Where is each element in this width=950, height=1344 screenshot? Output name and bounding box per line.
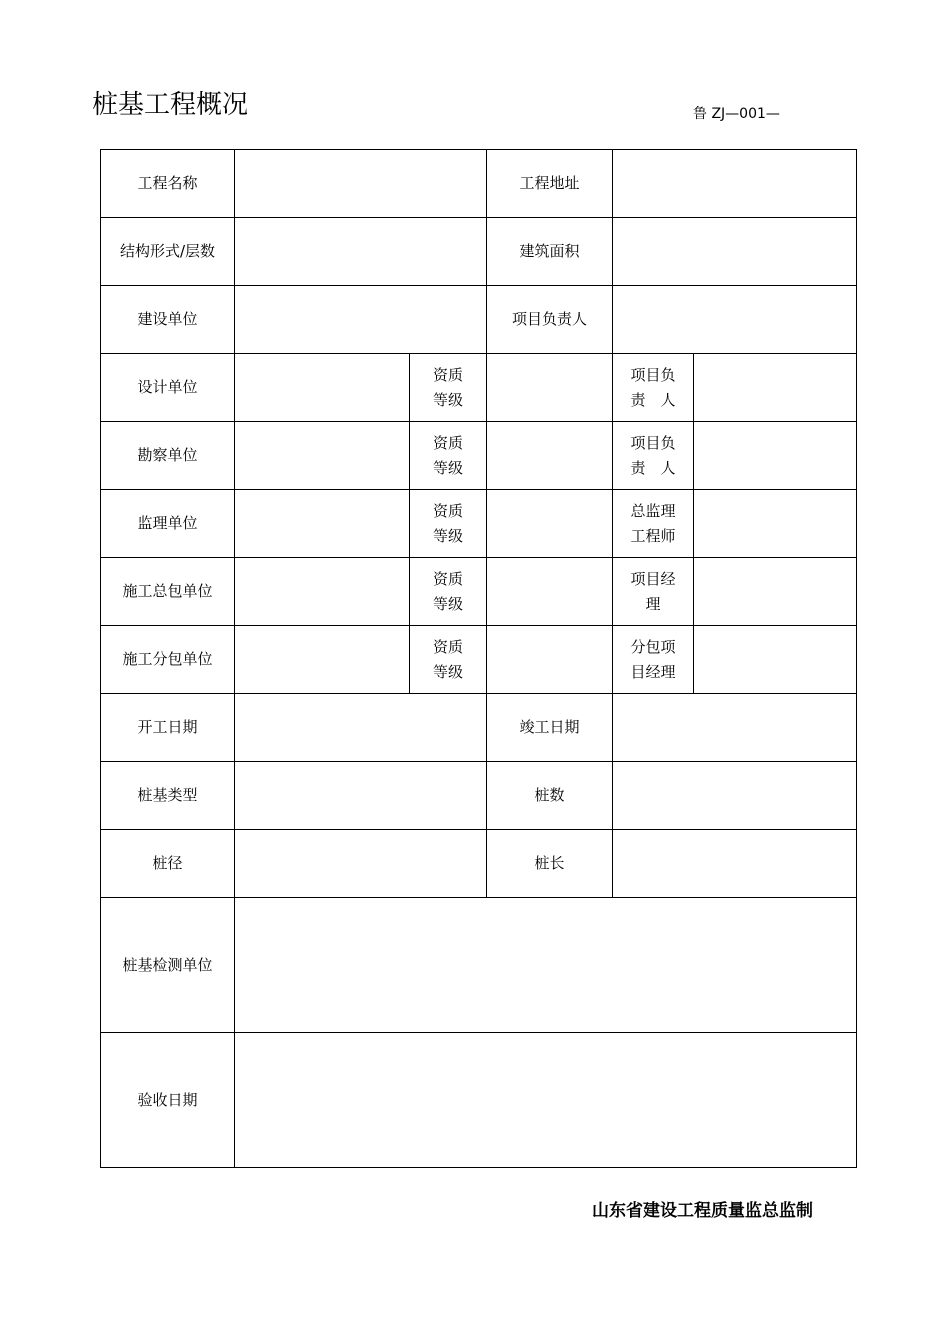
gc-pm-label-line2: 理 [645, 594, 661, 613]
qualification-label-line1: 资质 [432, 569, 463, 588]
row-dates [101, 694, 857, 762]
supervision-qualification-field[interactable] [487, 490, 613, 558]
pile-length-field[interactable] [613, 830, 857, 898]
structure-field[interactable] [235, 218, 487, 286]
design-qualification-label [410, 354, 487, 422]
owner-manager-field[interactable] [613, 286, 857, 354]
row-acceptance-date [101, 1033, 857, 1168]
manager-label-line2: 责 人 [630, 390, 676, 409]
project-address-label: 工程地址 [487, 150, 613, 218]
acceptance-date-field[interactable] [235, 1033, 857, 1168]
supervision-qualification-label [410, 490, 487, 558]
owner-unit-field[interactable] [235, 286, 487, 354]
acceptance-date-label: 验收日期 [101, 1033, 235, 1168]
owner-manager-label: 项目负责人 [487, 286, 613, 354]
completion-date-label: 竣工日期 [487, 694, 613, 762]
qualification-label-line1: 资质 [432, 365, 463, 384]
issuer-footer: 山东省建设工程质量监总监制 [592, 1201, 813, 1221]
survey-unit-label: 勘察单位 [101, 422, 235, 490]
form-code: 鲁 ZJ—001— [693, 106, 780, 122]
gc-pm-label-line1: 项目经 [630, 569, 676, 588]
row-project-name [101, 150, 857, 218]
survey-manager-field[interactable] [694, 422, 857, 490]
start-date-field[interactable] [235, 694, 487, 762]
pile-diameter-label: 桩径 [101, 830, 235, 898]
chief-label-line2: 工程师 [630, 526, 676, 545]
chief-label-line1: 总监理 [630, 501, 676, 520]
row-survey [101, 422, 857, 490]
design-unit-field[interactable] [235, 354, 410, 422]
pile-type-field[interactable] [235, 762, 487, 830]
pile-diameter-field[interactable] [235, 830, 487, 898]
testing-unit-label: 桩基检测单位 [101, 898, 235, 1033]
sub-contractor-field[interactable] [235, 626, 410, 694]
completion-date-field[interactable] [613, 694, 857, 762]
qualification-label-line2: 等级 [432, 526, 463, 545]
row-pile-type [101, 762, 857, 830]
qualification-label-line1: 资质 [432, 637, 463, 656]
general-contractor-field[interactable] [235, 558, 410, 626]
manager-label-line1: 项目负 [630, 365, 676, 384]
sub-qualification-field[interactable] [487, 626, 613, 694]
sub-pm-label-line2: 目经理 [630, 662, 676, 681]
supervision-unit-label: 监理单位 [101, 490, 235, 558]
qualification-label-line1: 资质 [432, 433, 463, 452]
gc-qualification-field[interactable] [487, 558, 613, 626]
sub-pm-field[interactable] [694, 626, 857, 694]
general-contractor-label: 施工总包单位 [101, 558, 235, 626]
design-manager-label [613, 354, 694, 422]
row-pile-size [101, 830, 857, 898]
pile-count-label: 桩数 [487, 762, 613, 830]
design-unit-label: 设计单位 [101, 354, 235, 422]
qualification-label-line2: 等级 [432, 390, 463, 409]
start-date-label: 开工日期 [101, 694, 235, 762]
row-owner [101, 286, 857, 354]
owner-unit-label: 建设单位 [101, 286, 235, 354]
sub-contractor-label: 施工分包单位 [101, 626, 235, 694]
project-address-field[interactable] [613, 150, 857, 218]
row-design [101, 354, 857, 422]
sub-pm-label-line1: 分包项 [630, 637, 676, 656]
project-name-field[interactable] [235, 150, 487, 218]
gc-qualification-label [410, 558, 487, 626]
survey-qualification-field[interactable] [487, 422, 613, 490]
building-area-field[interactable] [613, 218, 857, 286]
qualification-label-line1: 资质 [432, 501, 463, 520]
row-general-contractor [101, 558, 857, 626]
survey-qualification-label [410, 422, 487, 490]
qualification-label-line2: 等级 [432, 662, 463, 681]
design-manager-field[interactable] [694, 354, 857, 422]
pile-length-label: 桩长 [487, 830, 613, 898]
row-testing-unit [101, 898, 857, 1033]
chief-engineer-field[interactable] [694, 490, 857, 558]
qualification-label-line2: 等级 [432, 594, 463, 613]
chief-engineer-label [613, 490, 694, 558]
design-qualification-field[interactable] [487, 354, 613, 422]
page-title: 桩基工程概况 [92, 90, 249, 120]
testing-unit-field[interactable] [235, 898, 857, 1033]
manager-label-line2: 责 人 [630, 458, 676, 477]
pile-type-label: 桩基类型 [101, 762, 235, 830]
survey-unit-field[interactable] [235, 422, 410, 490]
row-structure [101, 218, 857, 286]
row-sub-contractor [101, 626, 857, 694]
survey-manager-label [613, 422, 694, 490]
manager-label-line1: 项目负 [630, 433, 676, 452]
building-area-label: 建筑面积 [487, 218, 613, 286]
sub-pm-label [613, 626, 694, 694]
row-supervision [101, 490, 857, 558]
qualification-label-line2: 等级 [432, 458, 463, 477]
supervision-unit-field[interactable] [235, 490, 410, 558]
sub-qualification-label [410, 626, 487, 694]
pile-overview-table [100, 149, 857, 1168]
project-name-label: 工程名称 [101, 150, 235, 218]
gc-pm-field[interactable] [694, 558, 857, 626]
gc-pm-label [613, 558, 694, 626]
structure-label: 结构形式/层数 [101, 218, 235, 286]
pile-count-field[interactable] [613, 762, 857, 830]
